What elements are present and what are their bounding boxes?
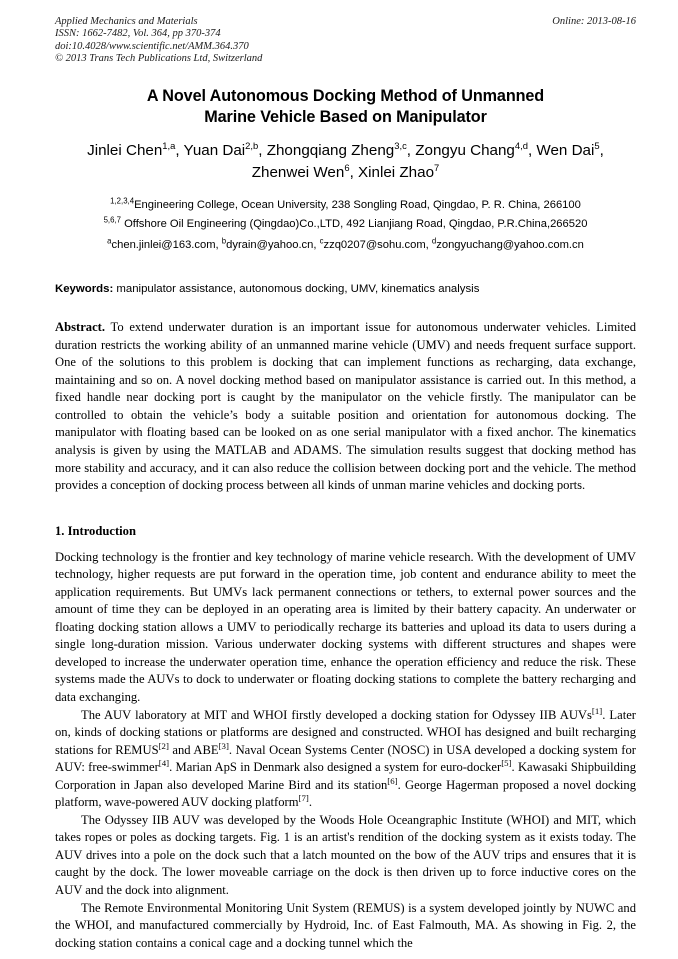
paragraph-text: . Naval Ocean Systems Center (NOSC) in USA developed a docking system for AUV: free-swimmer [55, 742, 636, 775]
email-marker: d [431, 235, 437, 245]
paragraph-text: . George Hagerman proposed a novel docking platform, wave-powered AUV docking platform [55, 777, 636, 810]
journal-name: Applied Mechanics and Materials [55, 16, 198, 27]
body-paragraph [55, 900, 636, 953]
email-marker: c [319, 235, 324, 245]
title-line-2: Marine Vehicle Based on Manipulator [204, 107, 487, 126]
journal-header [55, 16, 636, 66]
paragraph-text: The Remote Environmental Monitoring Unit System (REMUS) is a system developed jointly by NUWC and the WHOI, and manufactured commercially by Hydroid, Inc. of East Falmouth, MA. As showing in Fig. 2, the docking station contains a conical cage and a docking tunnel which the [55, 900, 636, 950]
author-name: Zhongqiang Zheng [266, 141, 395, 159]
affiliation-text: Engineering College, Ocean University, 238 Songling Road, Qingdao, P. R. China, 266100 [134, 198, 581, 211]
paragraph-text: and ABE [168, 742, 219, 757]
email-address[interactable]: chen.jinlei@163.com, [111, 238, 219, 251]
email-address[interactable]: zzq0207@sohu.com, [323, 238, 429, 251]
author-affiliation-marker: 1,a [162, 139, 176, 151]
author-emails [55, 236, 636, 256]
paragraph-text: . Later on, kinds of docking stations or platforms are designed and constructed. WHOI has designed and built recharging stations for REMUS [55, 707, 636, 757]
affiliation-marker: 5,6,7 [103, 215, 121, 225]
citation-reference[interactable]: [5] [501, 757, 512, 768]
email-marker: b [221, 235, 227, 245]
body-paragraph [55, 812, 636, 900]
page-title [116, 86, 576, 128]
body-paragraph [55, 549, 636, 707]
author-list: Jinlei Chen$^{1,a}$, Yuan Dai$^{2,b}$, Zhongqiang Zheng$^{3,c}$, Zongyu Chang$^{4,d}$, Wen Dai$^5$, Zhenwei Wen$^6$, Xinlei Zhao$^7$ [87, 139, 604, 181]
author-name: Zhenwei Wen [251, 163, 345, 181]
citation-reference[interactable]: [2] [158, 740, 169, 751]
paragraph-text: The Odyssey IIB AUV was developed by the Woods Hole Oceangraphic Institute (WHOI) and MIT, which takes ropes or poles as docking targets. Fig. 1 is an artist's rendition of the docking system as it exists today. The AUV drives into a pole on the dock such that a latch mounted on the bow of the AUV trips and ensures that it is caught by the dock. The lower moveable carriage on the dock is then driven up to force inductive cores on the AUV and the dock into alignment. [55, 812, 636, 897]
email-address[interactable]: dyrain@yahoo.cn, [226, 238, 317, 251]
author-affiliation-marker: 7 [434, 161, 440, 173]
section-container [55, 523, 636, 953]
author-affiliation-marker: 5 [594, 139, 600, 151]
author-name: Jinlei Chen [87, 141, 163, 159]
keywords-label: Keywords: [55, 283, 114, 296]
paragraph-text: The AUV laboratory at MIT and WHOI firstly developed a docking station for Odyssey IIB AUVs [81, 707, 592, 722]
abstract-paragraph [55, 319, 636, 494]
citation-reference[interactable]: [3] [218, 740, 229, 751]
abstract-text: To extend underwater duration is an important issue for autonomous underwater vehicles. Limited duration restricts the working ability of an unmanned marine vehicle (UMV) and needs frequent surface support. One of the solutions to this problem is docking that can implement functions as recharging, data exchange, maintaining and so on. A novel docking method based on manipulator assistance is carried out. In this method, a fixed handle near docking port is caught by the manipulator on the vehicle firstly. The manipulator can be controlled to obtain the vehicle’s body a suitable position and orientation for autonomous docking. The manipulator with floating based can be looked on as one serial manipulator with a fixed anchor. The kinematics analysis is given by using the MATLAB and ADAMS. The simulation results suggest that docking method has more stability and accuracy, and it can also reduce the collision between docking port and the vehicle. The method provides a conception of docking process between all kinds of unman marine vehicles and docking ports. [55, 320, 636, 493]
paragraph-text: Docking technology is the frontier and key technology of marine vehicle research. With the development of UMV technology, higher requests are put forward in the operation time, job content and endurance ability to meet the application requirements. But UMVs lack permanent connections or tethers, to external power sources and the amount of time they can be deployed in an operating area is limited by their battery capacity. An underwater or floating docking station allows a UMV to periodically recharge its batteries and upload its data to users during a single long-duration mission. Various underwater docking systems with different structures and shapes were developed to increase the underwater operation time, enhance the operation efficiency and reduce the risk. These systems made the AUVs to dock to underwater or floating docking stations to complete the battery recharging and data exchanging. [55, 549, 636, 704]
author-name: Yuan Dai [183, 141, 246, 159]
email-marker: a [107, 235, 112, 245]
paragraph-text: . Kawasaki Shipbuilding Corporation in Japan also developed Marine Bird and its station [55, 760, 636, 792]
section-heading: 1. Introduction [55, 523, 136, 538]
journal-copyright: © 2013 Trans Tech Publications Ltd, Switzerland [55, 53, 263, 65]
author-affiliation-marker: 6 [344, 161, 350, 173]
author-name: Wen Dai [536, 141, 595, 159]
citation-reference[interactable]: [7] [298, 793, 309, 804]
email-address[interactable]: zongyuchang@yahoo.com.cn [436, 238, 584, 251]
affiliation-text: Offshore Oil Engineering (Qingdao)Co.,LTD, 492 Lianjiang Road, Qingdao, P.R.China,266520 [120, 218, 588, 231]
author-name: Zongyu Chang [415, 141, 515, 159]
affiliation-2 [55, 215, 636, 235]
keywords-line [55, 282, 636, 297]
keywords-text: manipulator assistance, autonomous docking, UMV, kinematics analysis [113, 283, 480, 296]
citation-reference[interactable]: [1] [591, 705, 603, 716]
abstract-label: Abstract. [55, 320, 106, 335]
author-name: Xinlei Zhao [358, 163, 435, 181]
author-affiliation-marker: 4,d [514, 139, 528, 151]
journal-issn-volume: ISSN: 1662-7482, Vol. 364, pp 370-374 [55, 28, 221, 40]
paragraph-text: . [308, 795, 312, 810]
online-publication-date: Online: 2013-08-16 [552, 16, 636, 27]
author-affiliation-marker: 2,b [245, 139, 259, 151]
citation-reference[interactable]: [6] [387, 775, 398, 786]
body-paragraph [55, 707, 636, 812]
title-line-1: A Novel Autonomous Docking Method of Unmanned [146, 86, 545, 105]
journal-doi: doi:10.4028/www.scientific.net/AMM.364.370 [55, 40, 249, 52]
citation-reference[interactable]: [4] [158, 757, 170, 768]
paragraph-text: . Marian ApS in Denmark also designed a system for euro-docker [169, 760, 502, 775]
author-affiliation-marker: 3,c [394, 139, 407, 151]
affiliation-1 [55, 196, 636, 216]
affiliation-marker: 1,2,3,4 [110, 195, 135, 205]
